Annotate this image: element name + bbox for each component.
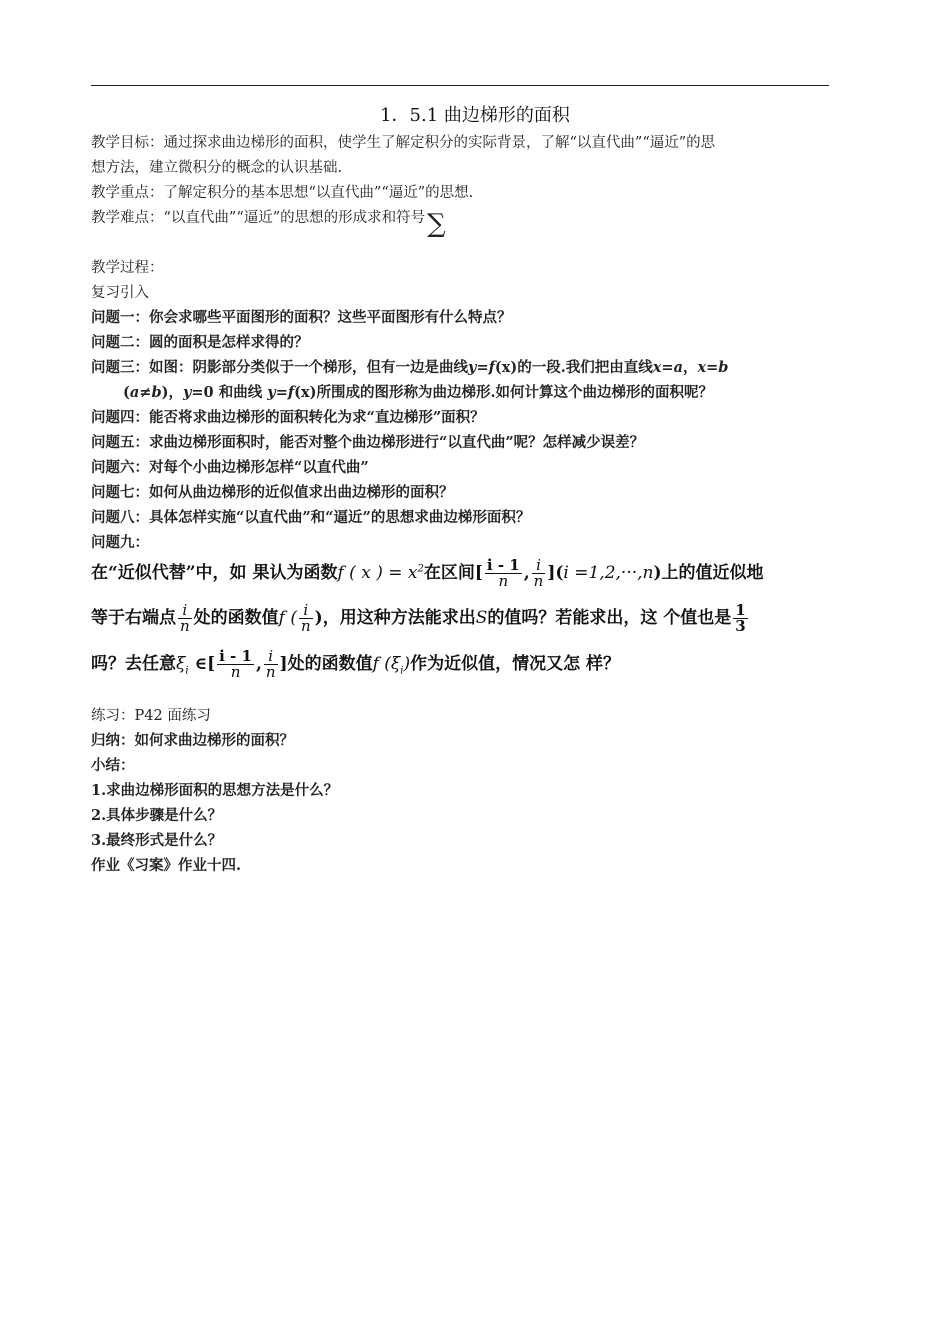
summary-item-1: 1.求曲边梯形面积的思想方法是什么？ [91, 782, 339, 799]
question-5: 问题五：求曲边梯形面积时，能否对整个曲边梯形进行“以直代曲”呢？怎样减少误差？ [91, 434, 645, 451]
teaching-difficulty: 教学难点：“以直代曲”“逼近”的思想的形成求和符号∑ [91, 209, 446, 239]
fraction-i-minus-1-over-n: $\frac{i - 1}{n}$ [219, 647, 252, 681]
fraction-i-over-n: $\frac{i}{n}$ [265, 647, 276, 681]
problem-line1: 在“近似代替”中，如 果认为函数f ( x ) = $x^2$在区间[ $\frac{i - 1}{n}$ , $\frac{i}{n}$ ](i =1,2,···,n)上的值近似地 [91, 556, 764, 590]
fraction-i-over-n: $\frac{i}{n}$ [533, 556, 544, 590]
header-rule [91, 85, 829, 86]
fraction-one-third: $\frac{1}{3}$ [735, 601, 746, 635]
question-3-line1: 问题三：如图：阴影部分类似于一个梯形，但有一边是曲线y=f(x)的一段.我们把由直线x=a，x=b [91, 359, 729, 376]
summary-item-3: 3.最终形式是什么？ [91, 832, 223, 849]
summary-heading: 小结： [91, 757, 135, 774]
question-1: 问题一：你会求哪些平面图形的面积？这些平面图形有什么特点？ [91, 309, 512, 326]
summary-item-2: 2.具体步骤是什么？ [91, 807, 223, 824]
question-7: 问题七：如何从曲边梯形的近似值求出曲边梯形的面积？ [91, 484, 454, 501]
question-3-line2: (a≠b)，y=0 和曲线 y=f(x)所围成的图形称为曲边梯形.如何计算这个曲边梯形的面积呢？ [123, 384, 714, 401]
teaching-key-point: 教学重点：了解定积分的基本思想“以直代曲”“逼近”的思想. [91, 185, 474, 201]
teaching-goal-line2: 想方法，建立微积分的概念的认识基础. [91, 160, 343, 176]
question-4: 问题四：能否将求曲边梯形的面积转化为求“直边梯形”面积？ [91, 409, 485, 426]
page-title: 1．5.1 曲边梯形的面积 [380, 105, 570, 126]
review-intro: 复习引入 [91, 285, 149, 301]
teaching-process: 教学过程： [91, 260, 164, 276]
fraction-i-over-n: $\frac{i}{n}$ [301, 601, 311, 635]
homework: 作业《习案》作业十四. [91, 857, 242, 874]
exercise: 练习：P42 面练习 [91, 708, 211, 724]
question-6: 问题六：对每个小曲边梯形怎样“以直代曲” [91, 459, 369, 476]
question-8: 问题八：具体怎样实施“以直代曲”和“逼近”的思想求曲边梯形面积？ [91, 509, 531, 526]
teaching-goal-line1: 教学目标：通过探求曲边梯形的面积，使学生了解定积分的实际背景，了解“以直代曲”“逼近”的思 [91, 135, 716, 151]
fraction-i-minus-1-over-n: $\frac{i - 1}{n}$ [486, 556, 520, 590]
question-2: 问题二：圆的面积是怎样求得的？ [91, 334, 309, 351]
induction-question: 归纳：如何求曲边梯形的面积？ [91, 732, 294, 749]
problem-line3: 吗？去任意$\xi_i$ ∈[ $\frac{i - 1}{n}$ , $\frac{i}{n}$ ]处的函数值f $(\xi_i)$作为近似值，情况又怎 样？ [91, 647, 621, 681]
problem-line2: 等于右端点 $\frac{i}{n}$ 处的函数值f ( $\frac{i}{n}$ )，用这种方法能求出S的值吗？若能求出，这 个值也是 $\frac{1}{3}$ [91, 601, 746, 635]
sigma-symbol: ∑ [427, 209, 446, 239]
fraction-i-over-n: $\frac{i}{n}$ [180, 601, 190, 635]
question-9: 问题九： [91, 534, 149, 551]
